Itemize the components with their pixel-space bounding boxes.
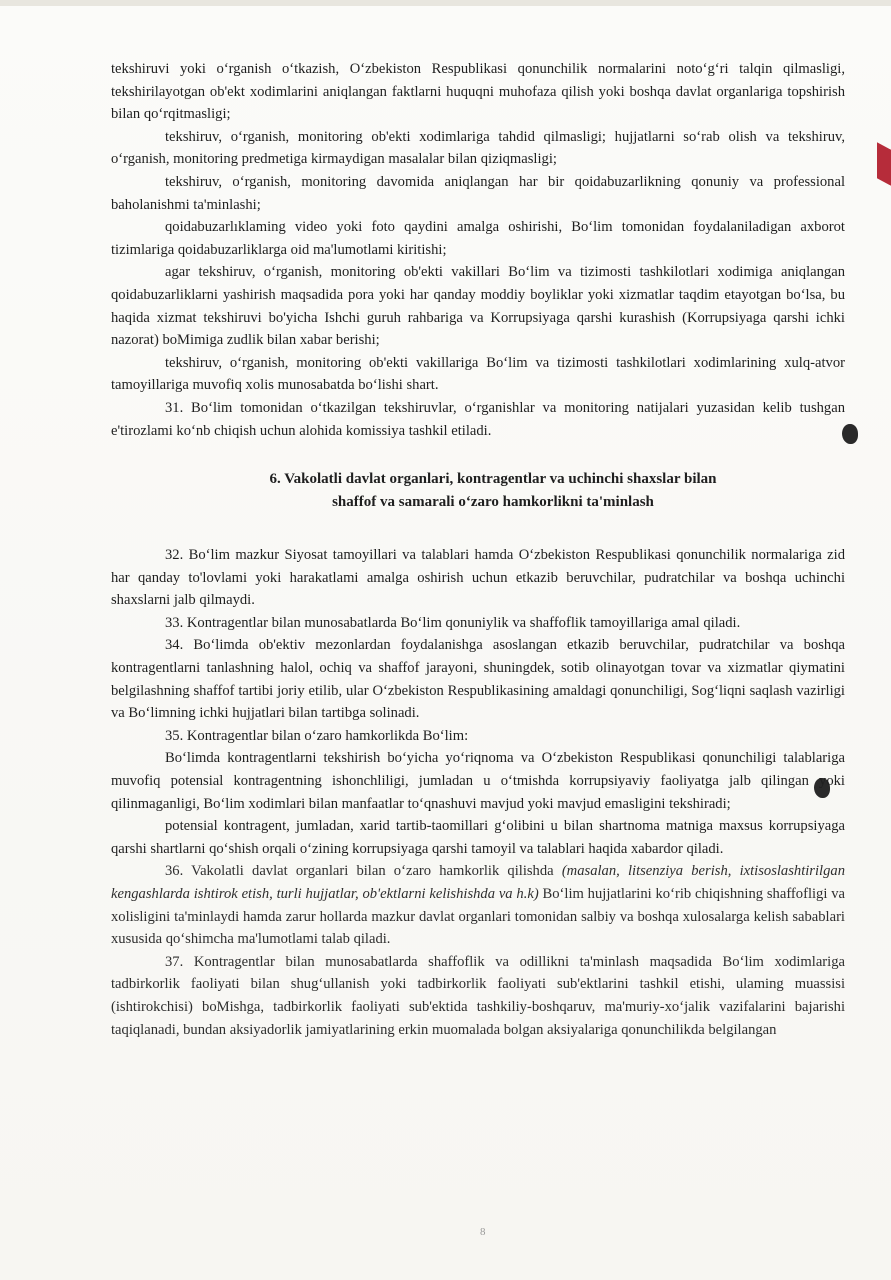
document-body	[111, 58, 845, 1041]
section-heading	[111, 468, 845, 514]
paragraph: tekshiruv, o‘rganish, monitoring ob'ekti xodimlariga tahdid qilmasligi; hujjatlarni so‘rab olish va tekshiruv, o‘rganish, monitoring predmetiga kirmaydigan masalalar bilan qiziqmasligi;	[111, 128, 845, 168]
paragraph: potensial kontragent, jumladan, xarid tartib-taomillari g‘olibini u bilan shartnoma matniga maxsus korrupsiyaga qarshi shartlarni qo‘shish orqali o‘zining korrupsiyaga qarshi tamoyil va talablari haqida xabardor qiladi.	[111, 818, 845, 857]
paragraph-35: 35. Kontragentlar bilan o‘zaro hamkorlikda Bo‘lim:	[165, 727, 469, 744]
paragraph-34: 34. Bo‘limda ob'ektiv mezonlardan foydalanishga asoslangan etkazib beruvchilar, pudratchilar va boshqa kontragentlarni tanlashning halol, ochiq va shaffof jarayoni, shuningdek, sotib olinayotgan tovar va xizmatlar qiymatini belgilashning shaffof tartibi joriy etilib, ular O‘zbekiston Respublikasining amaldagi qonunchiligi, Sog‘liqni saqlash vazirligi va Bo‘limning ichki hujjatlari bilan tartibga solinadi.	[111, 637, 845, 722]
paragraph-31: 31. Bo‘lim tomonidan o‘tkazilgan tekshiruvlar, o‘rganishlar va monitoring natijalari yuzasidan kelib tushgan e'tirozlami ko‘nb chiqish uchun alohida komissiya tashkil etiladi.	[111, 399, 845, 439]
paragraph-36	[111, 860, 845, 950]
paragraph: tekshiruv, o‘rganish, monitoring davomida aniqlangan har bir qoidabuzarlikning qonuniy va professional baholanishmi ta'minlashi;	[111, 173, 845, 213]
paragraph: Bo‘limda kontragentlarni tekshirish bo‘yicha yo‘riqnoma va O‘zbekiston Respublikasi qonunchiligi talablariga muvofiq potensial kontragentning ishonchliligi, jumladan u o‘tmishda korrupsiyaviy faoliyatga jalb qilingan yoki qilinmaganligi, Bo‘lim xodimlari bilan manfaatlar to‘qnashuvi mavjud yoki mavjud emasligini tekshiradi;	[111, 750, 845, 812]
paragraph-36-italic: (masalan, litsenziya berish, ixtisoslashtirilgan kengashlarda ishtirok etish, turli hujjatlar, ob'ektlarni kelishishda va h.k)	[111, 863, 845, 902]
paragraph: tekshiruv, o‘rganish, monitoring ob'ekti vakillariga Bo‘lim va tizimosti tashkilotlari xodimlarining xulq-atvor tamoyillariga muvofiq xolis munosabatda bo‘lishi shart.	[111, 354, 845, 394]
paragraph-37: 37. Kontragentlar bilan munosabatlarda shaffoflik va odillikni ta'minlash maqsadida Bo‘lim xodimlariga tadbirkorlik faoliyati bilan shug‘ullanish yoki tadbirkorlik faoliyati sub'ektlarini tashkil etishi, ulaming muassisi (ishtirokchisi) boMishga, tadbirkorlik faoliyati sub'ektida tashkiliy-boshqaruv, ma'muriy-xo‘jalik vazifalarini bajarishi taqiqlanadi, bundan aksiyadorlik jamiyatlarining erkin muomalada bolgan aksiyalariga qonunchilikda belgilangan	[111, 953, 845, 1038]
page-top-edge	[0, 0, 891, 6]
paragraph: tekshiruvi yoki o‘rganish o‘tkazish, O‘zbekiston Respublikasi qonunchilik normalarini noto‘g‘ri talqin qilmasligi, tekshirilayotgan ob'ekt xodimlarini aniqlangan faktlarni huquqni muhofaza qilish yoki boshqa davlat organlariga topshirish bilan qo‘rqitmasligi;	[111, 61, 845, 123]
section-heading-line1: 6. Vakolatli davlat organlari, kontragentlar va uchinchi shaxslar bilan	[269, 471, 717, 488]
paragraph: agar tekshiruv, o‘rganish, monitoring ob'ekti vakillari Bo‘lim va tizimosti tashkilotlari xodimiga aniqlangan qoidabuzarliklarni yashirish maqsadida pora yoki har qanday moddiy boyliklar yoki xizmatlar taqdim etayotgan bo‘lsa, bu haqida xizmat tekshiruvi bo'yicha Ishchi guruh rahbariga va Korrupsiyaga qarshi kurashish (Korrupsiyaga qarshi ichki nazorat) boMimiga zudlik bilan xabar berishi;	[111, 264, 845, 349]
section-heading-line2: shaffof va samarali o‘zaro hamkorlikni ta'minlash	[332, 494, 654, 511]
paragraph-36-lead: 36. Vakolatli davlat organlari bilan o‘zaro hamkorlik qilishda	[165, 863, 562, 880]
paragraph-33: 33. Kontragentlar bilan munosabatlarda Bo‘lim qonuniylik va shaffoflik tamoyillariga amal qiladi.	[165, 614, 741, 631]
paragraph-32: 32. Bo‘lim mazkur Siyosat tamoyillari va talablari hamda O‘zbekiston Respublikasi qonunchilik normalariga zid har qanday to'lovlami yoki harakatlami amalga oshirish uchun etkazib beruvchilar, pudratchilar va boshqa uchinchi shaxslarni jalb qilmaydi.	[111, 547, 845, 609]
paragraph-36-tail: Bo‘lim hujjatlarini ko‘rib chiqishning shaffofligi va xolisligini ta'minlaydi hamda zarur hollarda mazkur davlat organlari tomonidan salbiy va boshqa xulosalarga kelish sabablari xususida qo‘shimcha ma'lumotlami talab qiladi.	[111, 886, 845, 948]
page-number: 8	[480, 1226, 486, 1238]
paragraph: qoidabuzarlıklaming video yoki foto qaydini amalga oshirishi, Bo‘lim tomonidan foydalaniladigan axborot tizimlariga qoidabuzarliklarga oid ma'lumotlami kiritishi;	[111, 219, 845, 258]
red-corner-mark	[877, 142, 891, 185]
